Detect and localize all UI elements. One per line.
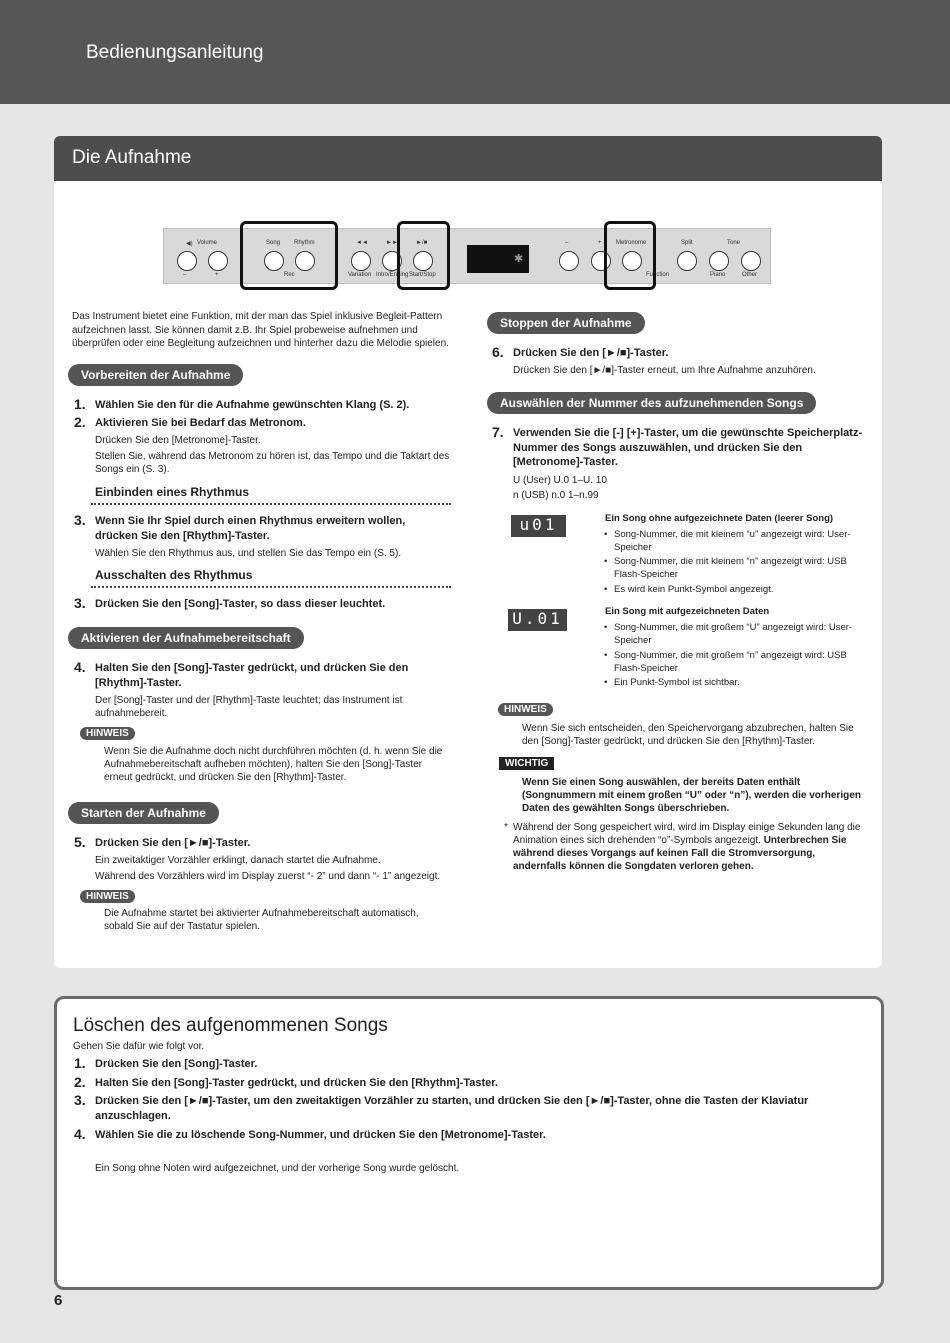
step-4 <box>74 659 450 690</box>
step-5-detail-b: Während des Vorzählers wird im Display zuerst “- 2” und dann “- 1” angezeigt. <box>95 871 441 882</box>
step-5-detail-a: Ein zweitaktiger Vorzähler erklingt, danach startet die Aufnahme. <box>95 855 381 866</box>
important-overwrite: Wenn Sie einen Song auswählen, der bereits Daten enthält (Songnummern mit einem großen “U” oder “n”), werden die vorherigen Daten des gewählten Songs überschrieben. <box>522 777 861 814</box>
empty-song-heading: Ein Song ohne aufgezeichnete Daten (leerer Song) <box>605 513 834 524</box>
lcd-empty-song: u01 <box>511 515 566 537</box>
function-label: Function <box>646 272 670 278</box>
step-6 <box>492 344 868 361</box>
delete-step-3-number: 3. <box>74 1092 86 1108</box>
recorded-song-bullet-2: • Song-Nummer, die mit großem “n” angezeigt wird: USB Flash-Speicher <box>604 650 854 675</box>
fast-forward-label: ►► <box>386 240 398 246</box>
metronome-highlight <box>604 221 656 290</box>
header-title: Bedienungsanleitung <box>86 42 264 63</box>
empty-song-bullet-2: • Song-Nummer, die mit kleinem “n” angezeigt wird: USB Flash-Speicher <box>604 556 854 581</box>
piano-label: Piano <box>710 272 726 278</box>
heading-prepare-recording: Vorbereiten der Aufnahme <box>68 364 243 386</box>
section-title: Die Aufnahme <box>72 147 192 168</box>
delete-song-card <box>54 996 884 1290</box>
delete-step-3-text: Drücken Sie den [►/■]-Taster, um den zweitaktigen Vorzähler zu starten, und drücken Sie den [►/■]-Taster, ohne die Tasten der Klaviatur anzuschlagen. <box>95 1095 809 1122</box>
heading-record-standby: Aktivieren der Aufnahmebereitschaft <box>68 627 304 649</box>
piano-button <box>709 251 729 271</box>
subheading-add-rhythm: Einbinden eines Rhythmus <box>95 485 250 499</box>
delete-result: Ein Song ohne Noten wird aufgezeichnet, und der vorherige Song wurde gelöscht. <box>95 1163 460 1174</box>
step-3-alt-text: Drücken Sie den [Song]-Taster, so dass dieser leuchtet. <box>95 598 386 610</box>
heading-select-song-number: Auswählen der Nummer des aufzunehmenden Songs <box>487 392 816 414</box>
heading-start-recording: Starten der Aufnahme <box>68 802 219 824</box>
step-5-number: 5. <box>74 834 86 850</box>
rhythm-label: Rhythm <box>294 240 315 246</box>
user-range: U (User) U.0 1–U. 10 <box>513 475 607 486</box>
delete-step-1-number: 1. <box>74 1055 86 1071</box>
step-7-text: Verwenden Sie die [-] [+]-Taster, um die gewünschte Speicherplatz-Nummer des Songs auszuwählen, und drücken Sie den [Metronome]-Taster. <box>513 427 863 468</box>
delete-title: Löschen des aufgenommenen Songs <box>73 1015 388 1036</box>
delete-step-4-text: Wählen Sie die zu löschende Song-Nummer, und drücken Sie den [Metronome]-Taster. <box>95 1129 546 1141</box>
other-button <box>741 251 761 271</box>
page-number: 6 <box>54 1292 63 1309</box>
step-6-number: 6. <box>492 344 504 360</box>
delete-step-4-number: 4. <box>74 1126 86 1142</box>
recorded-song-bullet-3: • Ein Punkt-Symbol ist sichtbar. <box>604 677 854 690</box>
usb-range: n (USB) n.0 1–n.99 <box>513 490 599 501</box>
step-3-number: 3. <box>74 512 86 528</box>
recorded-song-heading: Ein Song mit aufgezeichneten Daten <box>605 606 770 617</box>
step-1-text: Wählen Sie den für die Aufnahme gewünschten Klang (S. 2). <box>95 399 410 411</box>
important-power <box>513 821 868 873</box>
step-2-detail-a: Drücken Sie den [Metronome]-Taster. <box>95 435 261 446</box>
recorded-song-bullet-1: • Song-Nummer, die mit großem “U” angezeigt wird: User-Speicher <box>604 622 854 647</box>
rewind-label: ◄◄ <box>356 240 368 246</box>
rec-label: Rec <box>284 272 295 278</box>
delete-step-2-number: 2. <box>74 1074 86 1090</box>
step-4-detail: Der [Song]-Taster und der [Rhythm]-Taste leuchtet; das Instrument ist aufnahmebereit. <box>95 695 403 719</box>
step-2-detail-b: Stellen Sie, während das Metronom zu hören ist, das Tempo und die Taktart des Songs ein (S. 3). <box>95 451 450 475</box>
song-label: Song <box>266 240 281 246</box>
bluetooth-icon: ✱ <box>514 253 524 265</box>
intro-ending-label: Intro/Ending <box>376 272 409 278</box>
subheading-rhythm-off: Ausschalten des Rhythmus <box>95 568 253 582</box>
note-auto-start: Die Aufnahme startet bei aktivierter Aufnahmebereitschaft automatisch, sobald Sie auf der Tastatur spielen. <box>104 908 419 932</box>
asterisk: * <box>504 822 508 833</box>
delete-step-2-text: Halten Sie den [Song]-Taster gedrückt, und drücken Sie den [Rhythm]-Taster. <box>95 1077 498 1089</box>
step-1-number: 1. <box>74 396 86 412</box>
step-2 <box>74 414 450 431</box>
step-5 <box>74 834 450 851</box>
step-4-text: Halten Sie den [Song]-Taster gedrückt, und drücken Sie den [Rhythm]-Taster. <box>95 662 409 689</box>
variation-label: Variation <box>348 272 372 278</box>
delete-step-1 <box>74 1055 855 1072</box>
start-stop-label: Start/Stop <box>409 272 436 278</box>
note-abort-saving: Wenn Sie sich entscheiden, den Speichervorgang abzubrechen, halten Sie den [Song]-Taster gedrückt, und drücken Sie den [Rhythm]-Taster. <box>522 723 854 747</box>
note-tag: HINWEIS <box>498 703 553 716</box>
variation-button <box>351 251 371 271</box>
important-tag: WICHTIG <box>499 757 554 770</box>
note-cancel-standby: Wenn Sie die Aufnahme doch nicht durchführen möchten (d. h. wenn Sie die Aufnahmebereitschaft aufheben möchten), halten Sie den [Song]-Taster erneut gedrückt, und drücken Sie den [Rhythm]-Taster. <box>104 746 443 783</box>
dotted-divider <box>91 586 451 588</box>
step-5-text: Drücken Sie den [►/■]-Taster. <box>95 837 251 849</box>
split-label: Split <box>681 240 693 246</box>
step-4-number: 4. <box>74 659 86 675</box>
step-2-number: 2. <box>74 414 86 430</box>
plus-label-2: + <box>598 240 602 246</box>
delete-intro: Gehen Sie dafür wie folgt vor. <box>73 1041 205 1052</box>
step-7 <box>492 424 868 470</box>
plus-label: + <box>215 272 219 278</box>
step-2-text: Aktivieren Sie bei Bedarf das Metronom. <box>95 417 306 429</box>
empty-song-bullet-1: • Song-Nummer, die mit kleinem “u” angezeigt wird: User-Speicher <box>604 529 854 554</box>
important-power-a: Während der Song gespeichert wird, wird im Display einige Sekunden lang die Animation eines sich drehenden “o”-Symbols angezeigt. <box>513 822 861 846</box>
heading-stop-recording: Stoppen der Aufnahme <box>487 312 645 334</box>
dotted-divider <box>91 503 451 505</box>
step-6-detail: Drücken Sie den [►/■]-Taster erneut, um Ihre Aufnahme anzuhören. <box>513 365 816 376</box>
section-header <box>54 136 882 181</box>
split-button <box>677 251 697 271</box>
note-tag: HINWEIS <box>80 727 135 740</box>
volume-label: Volume <box>197 240 218 246</box>
volume-down-button <box>177 251 197 271</box>
step-7-number: 7. <box>492 424 504 440</box>
delete-step-4 <box>74 1126 855 1143</box>
intro-paragraph: Das Instrument bietet eine Funktion, mit der man das Spiel inklusive Begleit-Pattern aufzeichnen lasst. Sie können damit z.B. Ihr Spiel probeweise aufnehmen und überprüfen oder eine Begleitung aufzeichnen und hinterher dazu die Melodie spielen. <box>72 311 449 349</box>
step-3-text: Wenn Sie Ihr Spiel durch einen Rhythmus erweitern wollen, drücken Sie den [Rhythm]-Taster. <box>95 515 406 542</box>
lcd-recorded-song: U.01 <box>508 609 567 631</box>
step-6-text: Drücken Sie den [►/■]-Taster. <box>513 347 669 359</box>
empty-song-bullet-3: • Es wird kein Punkt-Symbol angezeigt. <box>604 584 854 597</box>
minus-label-2: – <box>565 240 569 246</box>
delete-step-1-text: Drücken Sie den [Song]-Taster. <box>95 1058 258 1070</box>
speaker-icon: ◀) <box>186 241 193 247</box>
delete-step-3 <box>74 1092 855 1123</box>
step-1 <box>74 396 450 413</box>
tone-label: Tone <box>727 240 741 246</box>
header-bar <box>0 0 950 104</box>
minus-button <box>559 251 579 271</box>
song-rhythm-highlight <box>240 221 338 290</box>
step-3-alt <box>74 595 450 612</box>
metronome-label: Metronome <box>616 240 647 246</box>
delete-step-2 <box>74 1074 855 1091</box>
other-label: Other <box>742 272 758 278</box>
step-3-alt-number: 3. <box>74 595 86 611</box>
minus-label: – <box>183 272 187 278</box>
play-stop-label: ►/■ <box>416 240 428 246</box>
note-tag: HINWEIS <box>80 890 135 903</box>
volume-up-button <box>208 251 228 271</box>
start-stop-highlight <box>397 221 450 290</box>
important-power-b: Unterbrechen Sie während dieses Vorgangs auf keinen Fall die Stromversorgung, andernfalls können die Songdaten verloren gehen. <box>513 835 847 872</box>
step-3-detail: Wählen Sie den Rhythmus aus, und stellen Sie das Tempo ein (S. 5). <box>95 548 402 559</box>
step-3 <box>74 512 450 543</box>
